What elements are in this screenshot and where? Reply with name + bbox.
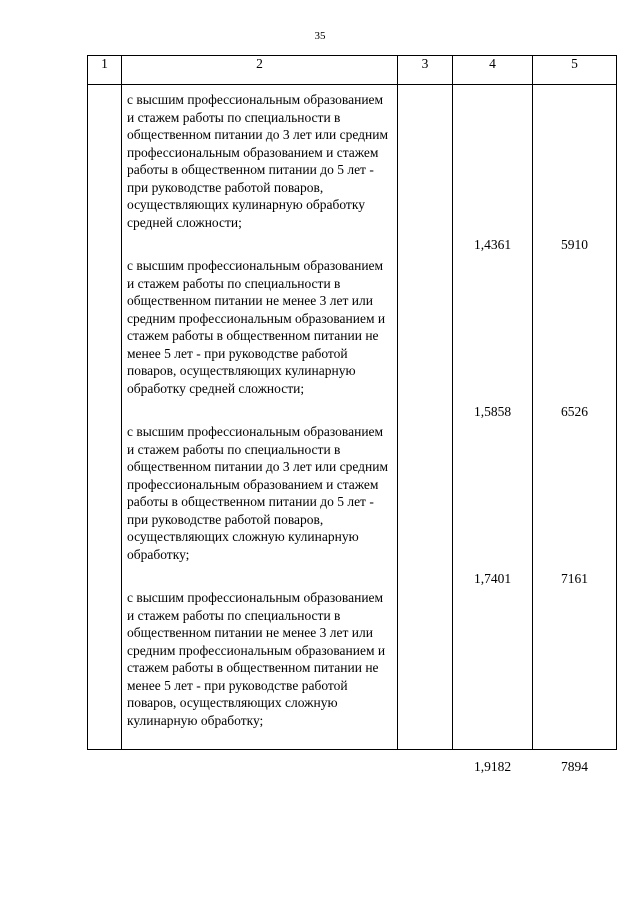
header-cell-4: 4 bbox=[453, 56, 533, 85]
coefficient-value: 1,7401 bbox=[473, 571, 512, 586]
table-header-row bbox=[88, 56, 617, 85]
coefficient-value: 1,5858 bbox=[473, 404, 512, 419]
header-cell-5: 5 bbox=[533, 56, 617, 85]
coefficient-value: 1,9182 bbox=[473, 759, 512, 774]
header-cell-3: 3 bbox=[398, 56, 453, 85]
table-body-row bbox=[88, 85, 617, 750]
salary-value: 6526 bbox=[561, 404, 588, 419]
coefficient-value: 1,4361 bbox=[473, 237, 512, 252]
row-description: с высшим профессиональным образованием и стажем работы по специальности в общественном питании не менее 3 лет или средним профессиональным образованием и стажем работы в общественном питании не менее 5 лет - при руководстве работой поваров, осуществляющих кулинарную обработку средней сложности; bbox=[127, 258, 386, 396]
row-description: с высшим профессиональным образованием и стажем работы по специальности в общественном питании не менее 3 лет или средним профессиональным образованием и стажем работы в общественном питании не менее 5 лет - при руководстве работой поваров, осуществляющих сложную кулинарную обработку; bbox=[127, 590, 386, 728]
salary-value: 7161 bbox=[561, 571, 588, 586]
row-description: с высшим профессиональным образованием и стажем работы по специальности в общественном питании до 3 лет или средним профессиональным образованием и стажем работы в общественном питании до 5 лет - при руководстве работой поваров, осуществляющих кулинарную обработку средней сложности; bbox=[127, 92, 389, 230]
page-number: 35 bbox=[314, 30, 326, 42]
coefficient-cell bbox=[453, 85, 533, 774]
col1-cell bbox=[88, 85, 122, 750]
col3-cell bbox=[398, 85, 453, 750]
salary-value: 7894 bbox=[561, 759, 588, 774]
header-cell-2: 2 bbox=[122, 56, 398, 85]
description-cell bbox=[122, 85, 398, 750]
row-description: с высшим профессиональным образованием и стажем работы по специальности в общественном питании до 3 лет или средним профессиональным образованием и стажем работы в общественном питании до 5 лет - при руководстве работой поваров, осуществляющих сложную кулинарную обработку; bbox=[127, 424, 389, 562]
salary-value: 5910 bbox=[561, 237, 588, 252]
header-cell-1: 1 bbox=[88, 56, 122, 85]
salary-cell bbox=[533, 85, 617, 774]
data-table bbox=[87, 55, 617, 774]
